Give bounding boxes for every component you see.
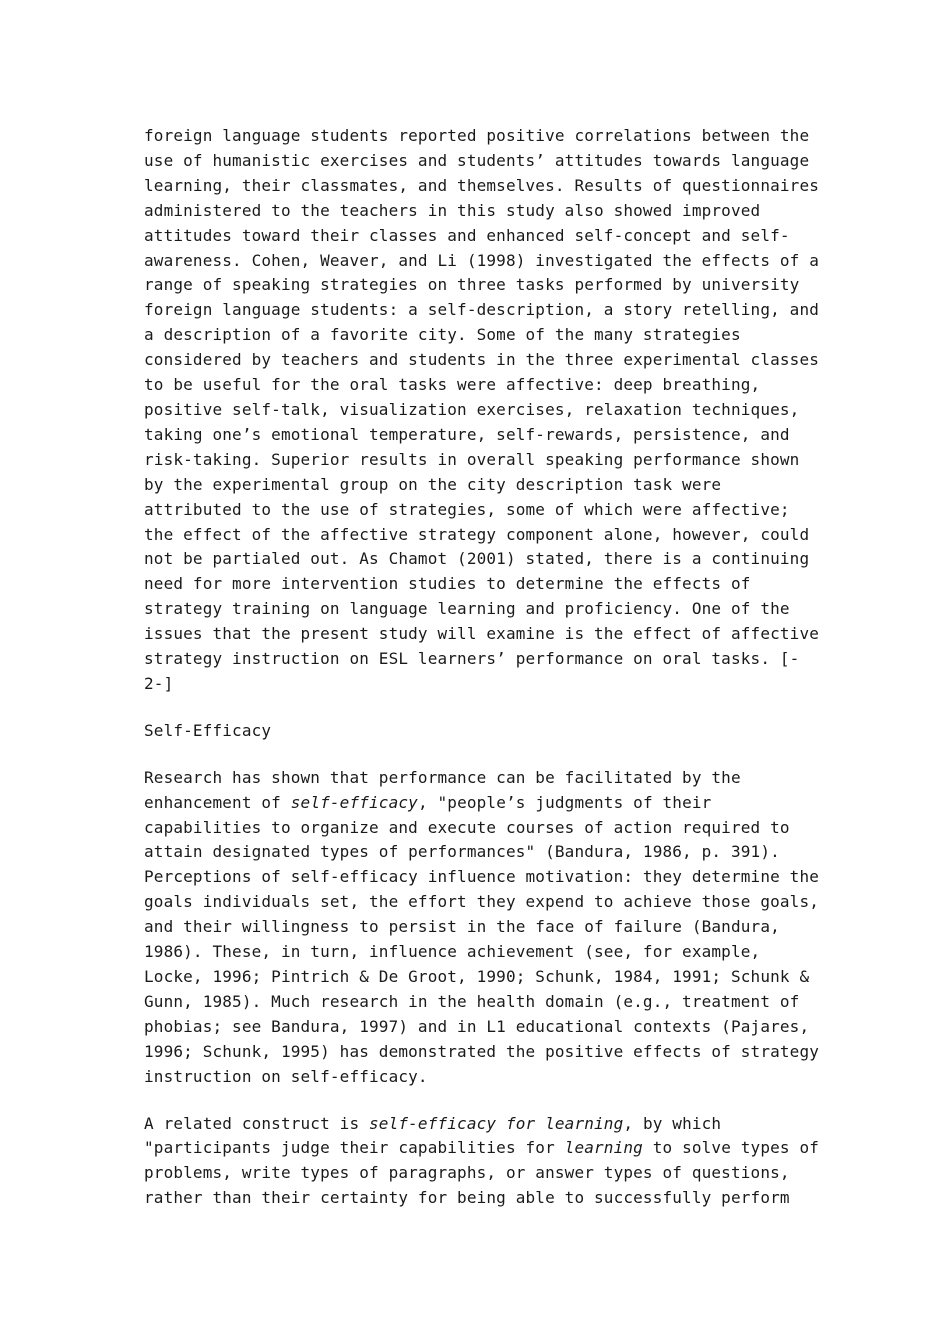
text-line: considered by teachers and students in the three experimental classes <box>144 350 820 370</box>
text-line <box>144 1112 824 1137</box>
body-paragraph-2 <box>144 766 824 1090</box>
text-run: A related construct is <box>144 1113 370 1133</box>
text-line: administered to the teachers in this study also showed improved <box>144 200 761 220</box>
text-line: awareness. Cohen, Weaver, and Li (1998) investigated the effects of a <box>144 250 820 270</box>
text-line: Gunn, 1985). Much research in the health domain (e.g., treatment of <box>144 991 800 1011</box>
text-run: to solve types of <box>642 1138 820 1158</box>
body-paragraph-1 <box>144 124 824 697</box>
text-line: positive self-talk, visualization exercises, relaxation techniques, <box>144 399 800 419</box>
text-line: problems, write types of paragraphs, or answer types of questions, <box>144 1163 790 1183</box>
text-run: , "people’s judgments of their <box>417 792 712 812</box>
body-paragraph-3 <box>144 1112 824 1212</box>
text-line: strategy instruction on ESL learners’ performance on oral tasks. [- <box>144 649 800 669</box>
text-line: use of humanistic exercises and students’ attitudes towards language <box>144 150 810 170</box>
text-line: issues that the present study will examine is the effect of affective <box>144 624 820 644</box>
italic-term: learning <box>564 1138 643 1158</box>
text-line: the effect of the affective strategy component alone, however, could <box>144 524 810 544</box>
text-line: Research has shown that performance can be facilitated by the <box>144 767 741 787</box>
text-line: goals individuals set, the effort they expend to achieve those goals, <box>144 892 820 912</box>
text-line: to be useful for the oral tasks were affective: deep breathing, <box>144 375 761 395</box>
text-line: Perceptions of self-efficacy influence motivation: they determine the <box>144 867 820 887</box>
text-line: attributed to the use of strategies, some of which were affective; <box>144 499 790 519</box>
text-line: phobias; see Bandura, 1997) and in L1 educational contexts (Pajares, <box>144 1016 810 1036</box>
text-line: rather than their certainty for being able to successfully perform <box>144 1188 790 1208</box>
paragraph-spacer <box>144 1090 824 1112</box>
text-line: instruction on self-efficacy. <box>144 1066 428 1086</box>
text-line: 1986). These, in turn, influence achievement (see, for example, <box>144 942 761 962</box>
text-line: attitudes toward their classes and enhanced self-concept and self- <box>144 225 790 245</box>
document-page <box>144 124 824 1211</box>
text-line: range of speaking strategies on three tasks performed by university <box>144 275 800 295</box>
text-line: not be partialed out. As Chamot (2001) stated, there is a continuing <box>144 549 810 569</box>
text-line: a description of a favorite city. Some of the many strategies <box>144 325 741 345</box>
italic-term: self-efficacy <box>290 792 418 812</box>
text-line: attain designated types of performances" (Bandura, 1986, p. 391). <box>144 842 780 862</box>
text-line: 1996; Schunk, 1995) has demonstrated the positive effects of strategy <box>144 1041 820 1061</box>
text-run: "participants judge their capabilities for <box>144 1138 565 1158</box>
text-line: and their willingness to persist in the face of failure (Bandura, <box>144 917 780 937</box>
text-line: strategy training on language learning and proficiency. One of the <box>144 599 790 619</box>
text-line: need for more intervention studies to determine the effects of <box>144 574 751 594</box>
text-line <box>144 791 824 816</box>
text-line: by the experimental group on the city description task were <box>144 474 722 494</box>
text-line <box>144 1136 824 1161</box>
text-run: , by which <box>623 1113 722 1133</box>
text-line: capabilities to organize and execute courses of action required to <box>144 817 790 837</box>
section-heading: Self-Efficacy <box>144 720 272 740</box>
text-line: foreign language students: a self-description, a story retelling, and <box>144 300 820 320</box>
text-line: 2-] <box>144 673 174 693</box>
text-line: foreign language students reported positive correlations between the <box>144 126 810 145</box>
text-line: risk-taking. Superior results in overall speaking performance shown <box>144 449 800 469</box>
text-line: Locke, 1996; Pintrich & De Groot, 1990; Schunk, 1984, 1991; Schunk & <box>144 967 810 986</box>
italic-term: self-efficacy for learning <box>369 1113 624 1133</box>
text-run: enhancement of <box>144 792 291 812</box>
text-line: learning, their classmates, and themselves. Results of questionnaires <box>144 175 820 195</box>
text-line: taking one’s emotional temperature, self-rewards, persistence, and <box>144 424 790 444</box>
